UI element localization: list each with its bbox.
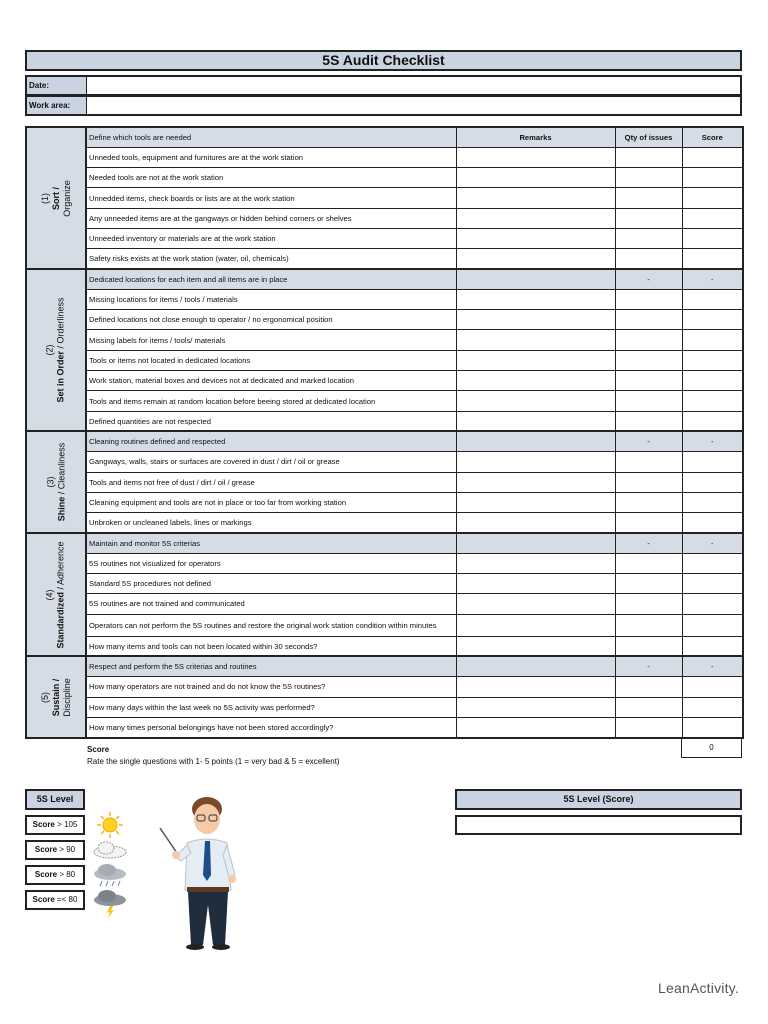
section-number: (2) [45,344,56,356]
section-number: (1) [39,192,50,204]
section-header-row [26,656,743,676]
table-row [26,391,743,411]
qty-cell[interactable] [615,147,682,167]
table-row [26,289,743,309]
remarks-cell[interactable] [456,431,615,451]
remarks-cell[interactable] [456,391,615,411]
page-title: 5S Audit Checklist [25,50,742,71]
qty-cell[interactable] [615,614,682,636]
remarks-cell[interactable] [456,452,615,472]
qty-cell: - [615,269,682,289]
presenter-illustration [155,795,245,955]
table-row [26,168,743,188]
level-threshold-value: > 90 [57,845,76,854]
table-row [26,677,743,697]
qty-cell[interactable] [615,574,682,594]
remarks-cell[interactable] [456,636,615,656]
table-row [26,350,743,370]
score-cell[interactable] [682,330,743,350]
section-subname: Discipline [61,677,72,717]
section-subname: / Adherence [56,541,66,592]
score-label: Score [87,745,110,754]
checklist-item: Tools and items not free of dust / dirt / oil / grease [86,472,456,492]
weather-icons [90,810,130,920]
table-row [26,310,743,330]
checklist-item: Missing labels for items / tools/ materials [86,330,456,350]
qty-cell[interactable] [615,677,682,697]
date-row [25,75,742,96]
section-number: (3) [45,476,56,488]
checklist-item: Cleaning equipment and tools are not in place or too far from working station [86,492,456,512]
checklist-item: 5S routines not visualized for operators [86,553,456,573]
cloud-icon [94,842,126,858]
table-row [26,147,743,167]
sun-icon [97,812,123,838]
date-label: Date: [27,77,87,94]
remarks-cell[interactable] [456,513,615,533]
level-threshold-label: Score [34,845,58,854]
level-threshold [25,815,85,835]
remarks-cell[interactable] [456,188,615,208]
qty-cell[interactable] [615,371,682,391]
section-criteria: Define which tools are needed [86,127,456,147]
remarks-cell[interactable] [456,289,615,309]
remarks-cell[interactable] [456,269,615,289]
total-score: 0 [681,738,742,758]
remarks-cell[interactable] [456,574,615,594]
score-cell[interactable] [682,717,743,737]
table-row [26,697,743,717]
qty-column-header: Qty of issues [615,127,682,147]
section-criteria: Maintain and monitor 5S criterias [86,533,456,553]
remarks-cell[interactable] [456,594,615,614]
level-threshold-label: Score [32,895,55,904]
remarks-cell[interactable] [456,147,615,167]
section-name: Sustain / [50,678,61,716]
qty-cell[interactable] [615,168,682,188]
section-subname: Organize [61,179,72,217]
remarks-cell[interactable] [456,677,615,697]
table-row [26,513,743,533]
score-cell[interactable] [682,371,743,391]
work-area-label: Work area: [27,97,87,114]
qty-cell[interactable] [615,411,682,431]
section-criteria: Dedicated locations for each item and all items are in place [86,269,456,289]
checklist-item: How many items and tools can not been located within 30 seconds? [86,636,456,656]
checklist-item: Tools or items not located in dedicated locations [86,350,456,370]
level-header: 5S Level [25,789,85,810]
table-row [26,472,743,492]
level-threshold [25,840,85,860]
qty-cell[interactable] [615,289,682,309]
checklist-item: Needed tools are not at the work station [86,168,456,188]
remarks-cell[interactable] [456,168,615,188]
table-row [26,492,743,512]
score-cell[interactable] [682,594,743,614]
section-header-row [26,127,743,147]
remarks-cell[interactable] [456,533,615,553]
level-threshold [25,890,85,910]
rain-icon [94,864,126,886]
table-row [26,249,743,269]
score-cell[interactable] [682,391,743,411]
score-cell[interactable] [682,492,743,512]
score-cell[interactable] [682,289,743,309]
qty-cell[interactable] [615,350,682,370]
checklist-item: 5S routines are not trained and communicated [86,594,456,614]
qty-cell: - [615,656,682,676]
qty-cell[interactable] [615,391,682,411]
remarks-cell[interactable] [456,492,615,512]
remarks-cell[interactable] [456,411,615,431]
table-row [26,411,743,431]
score-description: Rate the single questions with 1- 5 points (1 = very bad & 5 = excellent) [87,757,340,766]
remarks-cell[interactable] [456,330,615,350]
table-row [26,371,743,391]
score-cell[interactable] [682,310,743,330]
score-cell[interactable] [682,614,743,636]
storm-icon [94,890,126,918]
table-row [26,452,743,472]
checklist-item: Unnedded items, check boards or lists are at the work station [86,188,456,208]
checklist-item: Unneeded inventory or materials are at the work station [86,228,456,248]
checklist-item: How many operators are not trained and do not know the 5S routines? [86,677,456,697]
remarks-cell[interactable] [456,656,615,676]
qty-cell[interactable] [615,208,682,228]
table-row [26,330,743,350]
section-subname: / Cleanliness [56,442,67,497]
score-cell[interactable] [682,513,743,533]
level-threshold-value: > 105 [54,820,78,829]
score-cell[interactable] [682,168,743,188]
qty-cell[interactable] [615,553,682,573]
score-cell[interactable] [682,697,743,717]
section-name: Sort / [50,186,61,210]
qty-cell[interactable] [615,330,682,350]
checklist-item: Unneded tools, equipment and furnitures are at the work station [86,147,456,167]
table-row [26,594,743,614]
score-cell[interactable] [682,147,743,167]
qty-cell[interactable] [615,492,682,512]
remarks-cell[interactable] [456,697,615,717]
score-cell[interactable] [682,208,743,228]
level-threshold-label: Score [32,820,55,829]
section-number: (4) [45,589,55,601]
checklist-item: How many days within the last week no 5S activity was performed? [86,697,456,717]
qty-cell[interactable] [615,249,682,269]
section-header-row [26,431,743,451]
checklist-item: Standard 5S procedures not defined [86,574,456,594]
remarks-cell[interactable] [456,208,615,228]
checklist-table [25,126,744,739]
qty-cell[interactable] [615,452,682,472]
score-cell[interactable] [682,350,743,370]
section-label [26,269,86,431]
score-cell[interactable] [682,188,743,208]
checklist-item: Gangways, walls, stairs or surfaces are covered in dust / dirt / oil or grease [86,452,456,472]
checklist-item: Any unneeded items are at the gangways or hidden behind corners or shelves [86,208,456,228]
remarks-cell[interactable] [456,614,615,636]
remarks-cell[interactable] [456,717,615,737]
remarks-cell[interactable] [456,228,615,248]
section-label [26,656,86,737]
section-criteria: Respect and perform the 5S criterias and routines [86,656,456,676]
table-row [26,717,743,737]
date-field[interactable] [87,77,740,94]
score-cell[interactable] [682,553,743,573]
section-subname: / Orderliness [56,297,67,352]
qty-cell[interactable] [615,188,682,208]
qty-cell[interactable] [615,310,682,330]
score-cell[interactable] [682,677,743,697]
qty-cell[interactable] [615,636,682,656]
checklist-item: Tools and items remain at random location before beeing stored at dedicated location [86,391,456,411]
remarks-cell[interactable] [456,553,615,573]
qty-cell[interactable] [615,697,682,717]
qty-cell[interactable] [615,472,682,492]
checklist-item: Safety risks exists at the work station (water, oil, chemicals) [86,249,456,269]
remarks-column-header: Remarks [456,127,615,147]
checklist-item: Defined quantities are not respected [86,411,456,431]
score-cell[interactable] [682,472,743,492]
section-name: Standardized [56,591,66,649]
score-column-header: Score [682,127,743,147]
qty-cell: - [615,431,682,451]
table-row [26,208,743,228]
score-cell: - [682,431,743,451]
brand-logo: LeanActivity. [658,980,739,996]
score-cell: - [682,533,743,553]
qty-cell[interactable] [615,717,682,737]
checklist-item: Operators can not perform the 5S routines and restore the original work station condition within minutes [86,614,456,636]
score-cell: - [682,269,743,289]
table-row [26,188,743,208]
section-label [26,533,86,656]
section-name: Set in Order [56,351,67,403]
checklist-item: Work station, material boxes and devices not at dedicated and marked location [86,371,456,391]
score-cell[interactable] [682,574,743,594]
table-row [26,636,743,656]
score-cell[interactable] [682,452,743,472]
level-score-field[interactable] [455,815,742,835]
table-row [26,574,743,594]
remarks-cell[interactable] [456,472,615,492]
work-area-field[interactable] [87,97,740,114]
qty-cell[interactable] [615,513,682,533]
table-row [26,614,743,636]
score-cell[interactable] [682,636,743,656]
table-row [26,553,743,573]
checklist-item: Missing locations for items / tools / materials [86,289,456,309]
level-threshold-value: > 80 [57,870,76,879]
section-number: (5) [39,691,50,703]
score-cell[interactable] [682,249,743,269]
score-cell[interactable] [682,411,743,431]
level-threshold [25,865,85,885]
work-area-row [25,95,742,116]
checklist-item: How many times personal belongings have not been stored accordingly? [86,717,456,737]
level-score-header: 5S Level (Score) [455,789,742,810]
remarks-cell[interactable] [456,249,615,269]
score-cell[interactable] [682,228,743,248]
section-header-row [26,269,743,289]
remarks-cell[interactable] [456,350,615,370]
section-header-row [26,533,743,553]
table-row [26,228,743,248]
remarks-cell[interactable] [456,310,615,330]
section-criteria: Cleaning routines defined and respected [86,431,456,451]
qty-cell: - [615,533,682,553]
checklist-item: Unbroken or uncleaned labels, lines or markings [86,513,456,533]
level-threshold-value: =< 80 [54,895,78,904]
checklist-item: Defined locations not close enough to operator / no ergonomical position [86,310,456,330]
section-label [26,127,86,269]
score-cell: - [682,656,743,676]
section-label [26,431,86,532]
qty-cell[interactable] [615,228,682,248]
section-name: Shine [56,496,67,522]
level-threshold-label: Score [34,870,58,879]
remarks-cell[interactable] [456,371,615,391]
qty-cell[interactable] [615,594,682,614]
